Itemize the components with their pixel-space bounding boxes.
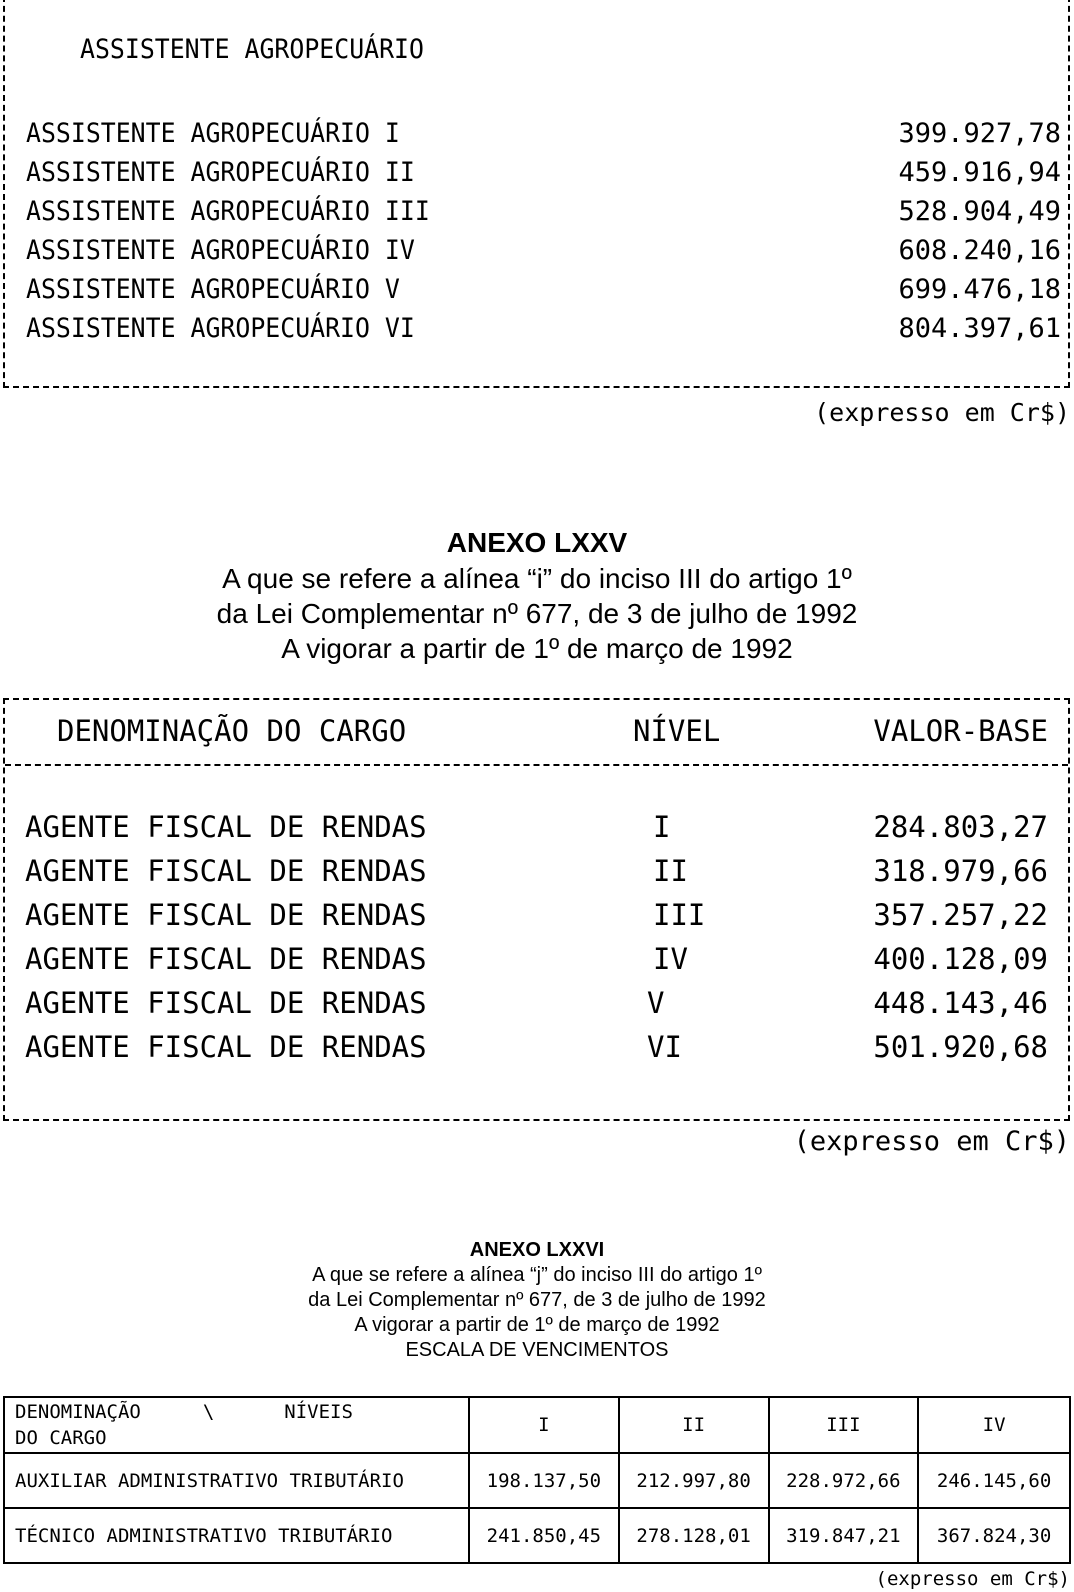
table-row [26,118,1061,156]
assistente-agropecuario-table [3,0,1070,388]
header-level: II [619,1397,769,1453]
cargo-label: AGENTE FISCAL DE RENDAS [25,898,427,932]
cargo-value: 448.143,46 [873,986,1048,1020]
anexo-subtitle-line: A vigorar a partir de 1º de março de 1992 [281,633,793,664]
table-row [26,157,1061,195]
header-divider [5,764,1068,766]
table-row [5,854,1068,896]
cargo-level: I [653,810,671,844]
cargo-value: 400.128,09 [873,942,1048,976]
cargo-value: 357.257,22 [873,898,1048,932]
anexo-subtitle-line: ESCALA DE VENCIMENTOS [405,1339,669,1361]
header-cargo-label: DO CARGO [15,1427,107,1449]
cargo-label: ASSISTENTE AGROPECUÁRIO I [26,118,400,149]
anexo-subtitle-line: A que se refere a alínea “j” do inciso III do artigo 1º [312,1264,762,1286]
currency-note: (expresso em Cr$) [793,1126,1070,1157]
currency-note: (expresso em Cr$) [875,1568,1070,1590]
anexo-subtitle-line: da Lei Complementar nº 677, de 3 de julho de 1992 [308,1289,766,1311]
cargo-value: 246.145,60 [918,1453,1070,1508]
cargo-value: 367.824,30 [918,1508,1070,1563]
cargo-value: 501.920,68 [873,1030,1048,1064]
cargo-label: AGENTE FISCAL DE RENDAS [25,810,427,844]
header-denominacao [4,1397,469,1453]
cargo-value: 699.476,18 [898,274,1061,305]
cargo-level: II [653,854,688,888]
table-row [5,942,1068,984]
cargo-value: 459.916,94 [898,157,1061,188]
cargo-value: 399.927,78 [898,118,1061,149]
cargo-label: ASSISTENTE AGROPECUÁRIO V [26,274,400,305]
cargo-level: VI [647,1030,682,1064]
cargo-value: 212.997,80 [619,1453,769,1508]
header-nivel: NÍVEL [633,714,721,748]
table-row [5,1030,1068,1072]
cargo-value: 228.972,66 [769,1453,919,1508]
header-niveis-label: NÍVEIS [284,1401,353,1423]
agente-fiscal-table [3,698,1070,1121]
table-row [26,196,1061,234]
cargo-level: III [653,898,706,932]
cargo-value: 318.979,66 [873,854,1048,888]
anexo-subtitle-line: A que se refere a alínea “i” do inciso III do artigo 1º [222,563,852,594]
cargo-label: AGENTE FISCAL DE RENDAS [25,942,427,976]
anexo-subtitle-line: A vigorar a partir de 1º de março de 1992 [354,1314,720,1336]
cargo-value: 528.904,49 [898,196,1061,227]
currency-note: (expresso em Cr$) [814,398,1070,427]
cargo-value: 278.128,01 [619,1508,769,1563]
cargo-value: 284.803,27 [873,810,1048,844]
cargo-value: 319.847,21 [769,1508,919,1563]
table-row [4,1508,1070,1563]
cargo-level: IV [653,942,688,976]
table-row [26,235,1061,273]
cargo-label: AUXILIAR ADMINISTRATIVO TRIBUTÁRIO [4,1453,469,1508]
anexo-title: ANEXO LXXV [446,527,628,558]
cargo-value: 198.137,50 [469,1453,619,1508]
header-level: IV [918,1397,1070,1453]
table-heading: ASSISTENTE AGROPECUÁRIO [80,34,424,65]
header-separator: \ [202,1401,215,1423]
table-header-row [4,1397,1070,1453]
cargo-label: ASSISTENTE AGROPECUÁRIO IV [26,235,415,266]
cargo-label: ASSISTENTE AGROPECUÁRIO III [26,196,430,227]
cargo-label: AGENTE FISCAL DE RENDAS [25,1030,427,1064]
cargo-label: AGENTE FISCAL DE RENDAS [25,986,427,1020]
header-level: III [769,1397,919,1453]
table-row [5,810,1068,852]
cargo-label: AGENTE FISCAL DE RENDAS [25,854,427,888]
header-valor: VALOR-BASE [873,714,1048,748]
cargo-label: ASSISTENTE AGROPECUÁRIO II [26,157,415,188]
cargo-label: TÉCNICO ADMINISTRATIVO TRIBUTÁRIO [4,1508,469,1563]
cargo-value: 241.850,45 [469,1508,619,1563]
anexo-subtitle-line: da Lei Complementar nº 677, de 3 de julho de 1992 [216,598,858,629]
cargo-label: ASSISTENTE AGROPECUÁRIO VI [26,313,415,344]
cargo-value: 804.397,61 [898,313,1061,344]
header-cargo: DENOMINAÇÃO DO CARGO [57,714,407,748]
table-row [4,1453,1070,1508]
cargo-value: 608.240,16 [898,235,1061,266]
table-row [5,986,1068,1028]
header-level: I [469,1397,619,1453]
table-row [26,313,1061,351]
escala-vencimentos-table [3,1396,1071,1564]
table-row [5,898,1068,940]
cargo-level: V [647,986,665,1020]
anexo-title: ANEXO LXXVI [469,1239,605,1261]
table-row [26,274,1061,312]
header-denominacao-label: DENOMINAÇÃO [15,1401,141,1423]
